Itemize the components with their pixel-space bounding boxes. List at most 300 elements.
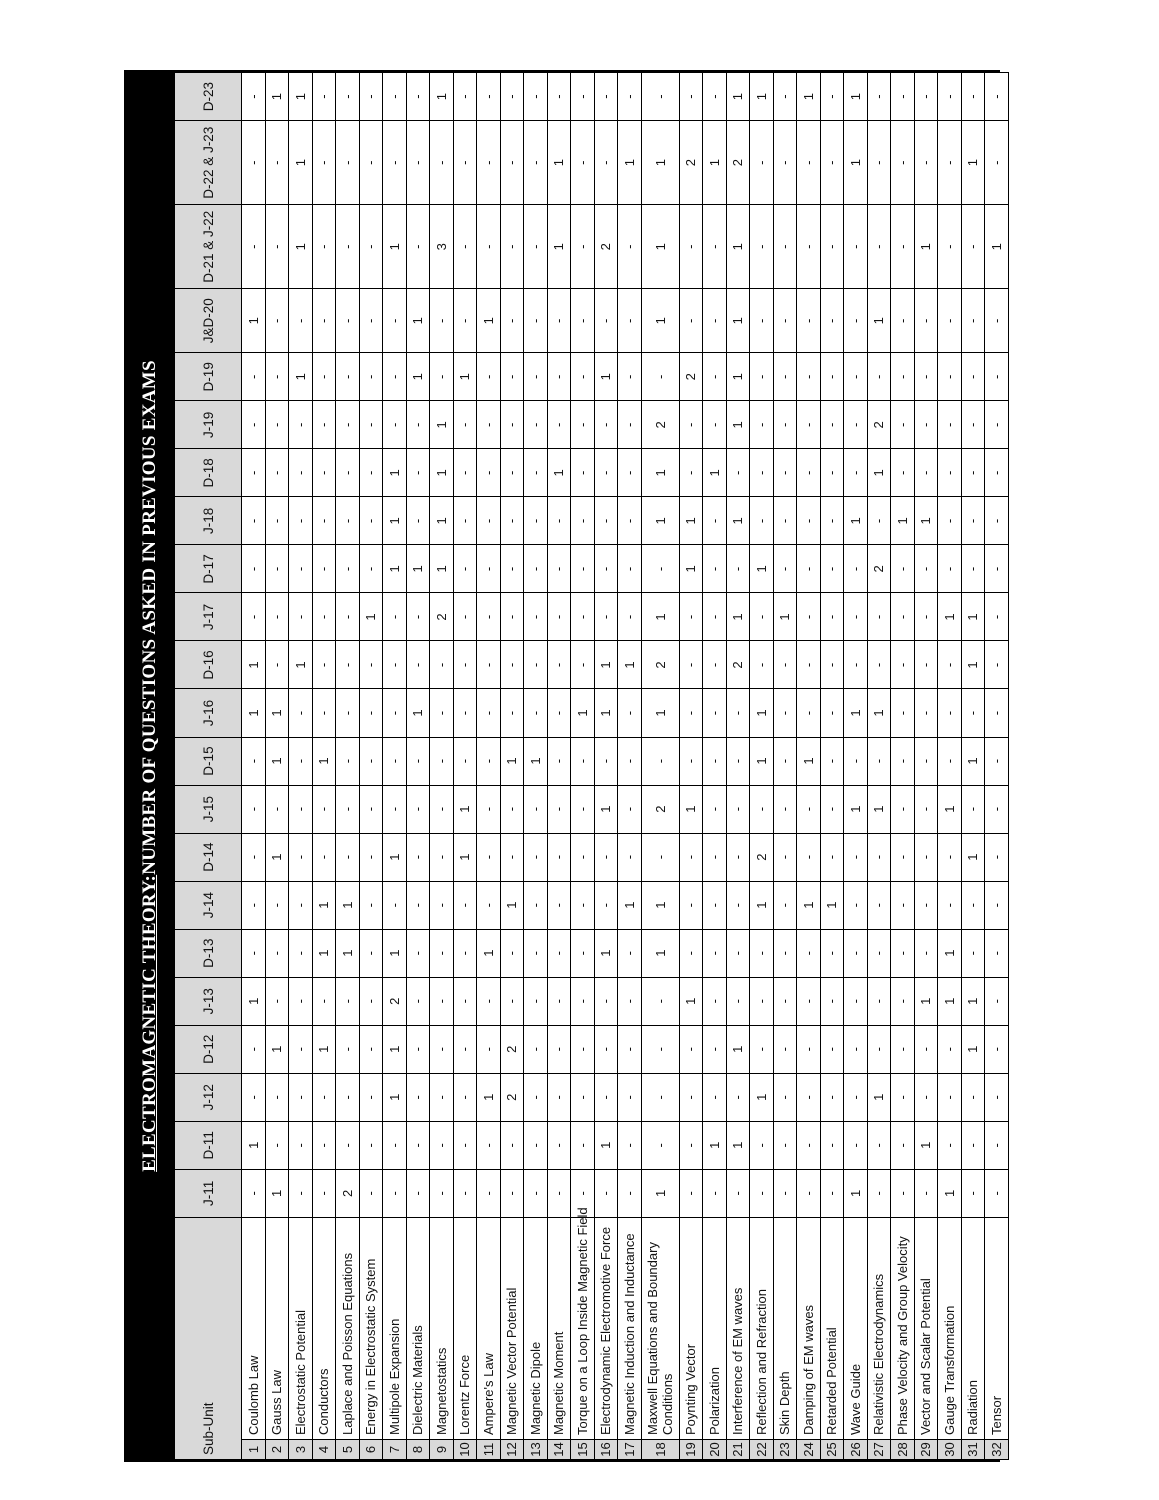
- question-count-cell: 1: [961, 641, 985, 689]
- question-count-cell: -: [703, 73, 727, 121]
- column-header: D-11: [175, 1121, 242, 1169]
- row-number: 25: [820, 1440, 844, 1460]
- question-count-cell: -: [453, 205, 477, 289]
- row-number: 29: [914, 1440, 938, 1460]
- question-count-cell: -: [797, 353, 821, 401]
- question-count-cell: -: [336, 497, 360, 545]
- question-count-cell: -: [938, 353, 962, 401]
- question-count-cell: -: [618, 833, 642, 881]
- row-number: 27: [867, 1440, 891, 1460]
- subunit-name: Gauge Transformation: [938, 1217, 962, 1439]
- question-count-cell: -: [477, 833, 501, 881]
- question-count-cell: -: [336, 1025, 360, 1073]
- question-count-cell: 1: [961, 593, 985, 641]
- question-count-cell: -: [891, 289, 915, 353]
- question-count-cell: -: [867, 353, 891, 401]
- question-count-cell: -: [641, 1073, 679, 1121]
- question-count-cell: 1: [265, 689, 289, 737]
- question-count-cell: -: [914, 737, 938, 785]
- question-count-cell: -: [961, 401, 985, 449]
- question-count-cell: -: [679, 289, 703, 353]
- subunit-name: Magnetostatics: [430, 1217, 454, 1439]
- question-count-cell: -: [750, 205, 774, 289]
- question-count-cell: -: [618, 545, 642, 593]
- question-count-cell: -: [571, 977, 595, 1025]
- question-count-cell: 1: [703, 449, 727, 497]
- question-count-cell: -: [359, 977, 383, 1025]
- row-number: 13: [524, 1440, 548, 1460]
- question-count-cell: -: [430, 1121, 454, 1169]
- question-count-cell: -: [547, 737, 571, 785]
- question-count-cell: -: [914, 73, 938, 121]
- question-count-cell: -: [961, 689, 985, 737]
- question-count-cell: -: [547, 353, 571, 401]
- table-row: [477, 73, 501, 1460]
- question-count-cell: -: [820, 785, 844, 833]
- row-number: 22: [750, 1440, 774, 1460]
- question-count-cell: 1: [726, 205, 750, 289]
- column-header: D-17: [175, 545, 242, 593]
- question-count-cell: -: [820, 73, 844, 121]
- question-count-cell: -: [571, 785, 595, 833]
- row-number: 6: [359, 1440, 383, 1460]
- question-count-cell: -: [773, 1073, 797, 1121]
- question-count-cell: 1: [289, 641, 313, 689]
- question-count-cell: 1: [430, 401, 454, 449]
- question-count-cell: -: [594, 833, 618, 881]
- question-count-cell: -: [242, 593, 266, 641]
- question-count-cell: 1: [641, 121, 679, 205]
- question-count-cell: -: [773, 449, 797, 497]
- question-count-cell: -: [453, 641, 477, 689]
- question-count-cell: -: [500, 449, 524, 497]
- question-count-cell: 1: [383, 929, 407, 977]
- question-count-cell: -: [571, 1073, 595, 1121]
- column-header: J-19: [175, 401, 242, 449]
- subunit-name: Conductors: [312, 1217, 336, 1439]
- subunit-name: Polarization: [703, 1217, 727, 1439]
- question-count-cell: -: [797, 593, 821, 641]
- question-count-cell: -: [750, 353, 774, 401]
- question-count-cell: 1: [265, 737, 289, 785]
- column-header: D-21 & J-22: [175, 205, 242, 289]
- question-count-cell: 1: [383, 1073, 407, 1121]
- question-count-cell: -: [641, 833, 679, 881]
- question-count-cell: -: [242, 1025, 266, 1073]
- question-count-cell: -: [359, 929, 383, 977]
- question-count-cell: -: [773, 545, 797, 593]
- question-count-cell: 1: [289, 73, 313, 121]
- question-count-cell: 1: [797, 881, 821, 929]
- question-count-cell: 1: [547, 121, 571, 205]
- subunit-name: Maxwell Equations and Boundary Conditions: [641, 1217, 679, 1439]
- question-count-cell: -: [726, 737, 750, 785]
- question-count-cell: -: [938, 121, 962, 205]
- question-count-cell: -: [750, 977, 774, 1025]
- question-count-cell: -: [242, 881, 266, 929]
- question-count-cell: -: [524, 205, 548, 289]
- question-count-cell: -: [961, 1169, 985, 1217]
- question-count-cell: -: [773, 785, 797, 833]
- question-count-cell: 1: [914, 1121, 938, 1169]
- column-header: D-22 & J-23: [175, 121, 242, 205]
- question-count-cell: 1: [726, 1121, 750, 1169]
- question-count-cell: -: [773, 289, 797, 353]
- question-count-cell: 1: [844, 497, 868, 545]
- subunit-name: Lorentz Force: [453, 1217, 477, 1439]
- question-count-cell: -: [594, 1025, 618, 1073]
- question-count-cell: -: [618, 205, 642, 289]
- question-count-cell: -: [797, 401, 821, 449]
- question-count-cell: 1: [453, 353, 477, 401]
- question-count-cell: -: [938, 689, 962, 737]
- question-count-cell: 1: [242, 977, 266, 1025]
- question-count-cell: -: [618, 977, 642, 1025]
- question-count-cell: -: [773, 1121, 797, 1169]
- question-count-cell: -: [750, 401, 774, 449]
- column-header: J-17: [175, 593, 242, 641]
- question-count-cell: 1: [726, 497, 750, 545]
- question-count-cell: -: [477, 1025, 501, 1073]
- question-count-cell: 1: [985, 205, 1009, 289]
- question-count-cell: -: [453, 1073, 477, 1121]
- subunit-name: Wave Guide: [844, 1217, 868, 1439]
- question-count-cell: -: [820, 929, 844, 977]
- question-count-cell: -: [820, 641, 844, 689]
- question-count-cell: 2: [641, 401, 679, 449]
- question-count-cell: -: [844, 593, 868, 641]
- question-count-cell: -: [703, 737, 727, 785]
- question-count-cell: -: [844, 977, 868, 1025]
- question-count-cell: -: [938, 1073, 962, 1121]
- question-count-cell: -: [750, 449, 774, 497]
- question-count-cell: 2: [641, 785, 679, 833]
- question-count-cell: 1: [641, 1169, 679, 1217]
- question-count-cell: -: [797, 833, 821, 881]
- question-count-cell: -: [844, 929, 868, 977]
- table-row: [618, 73, 642, 1460]
- question-count-cell: -: [477, 205, 501, 289]
- question-count-cell: -: [797, 497, 821, 545]
- question-count-cell: -: [891, 1073, 915, 1121]
- question-count-cell: -: [594, 497, 618, 545]
- question-count-cell: -: [750, 497, 774, 545]
- question-count-cell: -: [453, 121, 477, 205]
- question-count-cell: -: [547, 1073, 571, 1121]
- subunit-name: Electrodynamic Electromotive Force: [594, 1217, 618, 1439]
- subunit-name: Magnetic Vector Potential: [500, 1217, 524, 1439]
- question-count-cell: -: [312, 289, 336, 353]
- question-count-cell: 1: [726, 289, 750, 353]
- question-count-cell: -: [289, 689, 313, 737]
- question-count-cell: -: [265, 449, 289, 497]
- question-count-cell: -: [867, 497, 891, 545]
- question-count-cell: -: [891, 977, 915, 1025]
- question-count-cell: -: [336, 737, 360, 785]
- question-count-cell: -: [594, 289, 618, 353]
- column-header: J-18: [175, 497, 242, 545]
- question-count-cell: -: [500, 289, 524, 353]
- question-count-cell: -: [618, 737, 642, 785]
- table-row: [844, 73, 868, 1460]
- question-count-cell: -: [477, 545, 501, 593]
- question-count-cell: 1: [242, 1121, 266, 1169]
- question-count-cell: -: [961, 1121, 985, 1169]
- question-count-cell: 1: [726, 593, 750, 641]
- question-count-cell: -: [336, 121, 360, 205]
- question-count-cell: -: [547, 593, 571, 641]
- question-count-cell: -: [406, 929, 430, 977]
- question-count-cell: -: [453, 1025, 477, 1073]
- question-count-cell: -: [312, 1073, 336, 1121]
- question-count-cell: -: [867, 929, 891, 977]
- question-count-cell: 1: [547, 205, 571, 289]
- question-count-cell: -: [618, 929, 642, 977]
- table-row: [961, 73, 985, 1460]
- question-count-cell: -: [406, 785, 430, 833]
- question-count-cell: 1: [867, 289, 891, 353]
- question-count-cell: -: [914, 121, 938, 205]
- question-count-cell: 1: [914, 497, 938, 545]
- question-count-cell: -: [797, 785, 821, 833]
- question-count-cell: 2: [726, 641, 750, 689]
- question-count-cell: -: [359, 121, 383, 205]
- question-count-cell: 1: [594, 689, 618, 737]
- question-count-cell: 1: [312, 881, 336, 929]
- question-count-cell: 1: [336, 929, 360, 977]
- question-count-cell: -: [430, 833, 454, 881]
- question-count-cell: -: [312, 1169, 336, 1217]
- question-count-cell: -: [703, 593, 727, 641]
- question-count-cell: -: [773, 497, 797, 545]
- question-count-cell: -: [773, 977, 797, 1025]
- question-count-cell: -: [750, 785, 774, 833]
- question-count-cell: -: [500, 593, 524, 641]
- question-count-cell: -: [961, 881, 985, 929]
- question-count-cell: -: [891, 689, 915, 737]
- question-count-cell: -: [914, 289, 938, 353]
- question-count-cell: 1: [242, 641, 266, 689]
- subunit-name: Reflection and Refraction: [750, 1217, 774, 1439]
- question-count-cell: -: [265, 353, 289, 401]
- question-count-cell: 2: [594, 205, 618, 289]
- question-count-cell: 1: [726, 353, 750, 401]
- question-count-cell: -: [524, 881, 548, 929]
- question-count-cell: -: [641, 353, 679, 401]
- question-count-cell: -: [618, 1025, 642, 1073]
- question-count-cell: -: [359, 689, 383, 737]
- question-count-cell: -: [703, 881, 727, 929]
- question-count-cell: -: [679, 1169, 703, 1217]
- question-count-cell: -: [844, 737, 868, 785]
- question-count-cell: 1: [312, 737, 336, 785]
- question-count-cell: -: [867, 1169, 891, 1217]
- question-count-cell: 1: [867, 449, 891, 497]
- question-count-cell: -: [336, 641, 360, 689]
- question-count-cell: 1: [265, 1169, 289, 1217]
- question-count-cell: -: [359, 1169, 383, 1217]
- question-count-cell: -: [477, 121, 501, 205]
- question-count-cell: -: [594, 1169, 618, 1217]
- subunit-name: Relativistic Electrodynamics: [867, 1217, 891, 1439]
- question-count-cell: -: [524, 785, 548, 833]
- question-count-cell: -: [289, 449, 313, 497]
- question-count-cell: -: [406, 401, 430, 449]
- question-count-cell: -: [406, 881, 430, 929]
- question-count-cell: -: [406, 977, 430, 1025]
- question-count-cell: 2: [726, 121, 750, 205]
- question-count-cell: -: [477, 641, 501, 689]
- question-count-cell: -: [844, 1073, 868, 1121]
- question-count-cell: -: [242, 121, 266, 205]
- question-count-cell: -: [938, 289, 962, 353]
- question-count-cell: -: [289, 785, 313, 833]
- question-count-cell: -: [867, 641, 891, 689]
- question-count-cell: -: [242, 205, 266, 289]
- subunit-name: Gauss Law: [265, 1217, 289, 1439]
- question-count-cell: 1: [867, 1073, 891, 1121]
- question-count-cell: -: [524, 929, 548, 977]
- question-count-cell: -: [891, 1169, 915, 1217]
- question-count-cell: 1: [383, 833, 407, 881]
- question-count-cell: -: [844, 1121, 868, 1169]
- question-count-cell: -: [265, 977, 289, 1025]
- question-count-cell: -: [265, 121, 289, 205]
- question-count-cell: 1: [844, 689, 868, 737]
- question-count-cell: -: [359, 545, 383, 593]
- row-number: 5: [336, 1440, 360, 1460]
- question-count-cell: -: [359, 833, 383, 881]
- question-count-cell: 1: [750, 545, 774, 593]
- question-count-cell: 1: [594, 1121, 618, 1169]
- table-row: [750, 73, 774, 1460]
- question-count-cell: -: [703, 401, 727, 449]
- column-header: D-15: [175, 737, 242, 785]
- question-count-cell: -: [985, 497, 1009, 545]
- question-count-cell: -: [406, 833, 430, 881]
- question-count-cell: -: [500, 205, 524, 289]
- page-title: [126, 72, 174, 1460]
- question-count-cell: -: [961, 449, 985, 497]
- question-count-cell: -: [359, 497, 383, 545]
- question-count-cell: -: [524, 977, 548, 1025]
- question-count-cell: 1: [477, 929, 501, 977]
- question-count-cell: 1: [594, 785, 618, 833]
- question-count-cell: -: [726, 785, 750, 833]
- question-count-cell: -: [571, 929, 595, 977]
- question-count-cell: 1: [594, 929, 618, 977]
- question-count-cell: -: [571, 1025, 595, 1073]
- question-count-cell: -: [289, 401, 313, 449]
- question-count-cell: -: [773, 833, 797, 881]
- question-count-cell: -: [406, 73, 430, 121]
- question-count-cell: -: [453, 1121, 477, 1169]
- question-count-cell: -: [524, 289, 548, 353]
- question-count-cell: -: [961, 289, 985, 353]
- question-count-cell: -: [938, 401, 962, 449]
- question-count-cell: 2: [679, 353, 703, 401]
- question-count-cell: -: [242, 497, 266, 545]
- question-count-cell: 1: [641, 929, 679, 977]
- question-count-cell: -: [453, 401, 477, 449]
- question-count-cell: -: [336, 785, 360, 833]
- question-count-cell: -: [726, 545, 750, 593]
- question-count-cell: -: [571, 881, 595, 929]
- question-count-cell: -: [242, 545, 266, 593]
- question-count-cell: -: [750, 1169, 774, 1217]
- question-count-cell: -: [594, 737, 618, 785]
- subunit-name: Magnetic Moment: [547, 1217, 571, 1439]
- question-count-cell: 1: [867, 785, 891, 833]
- column-header: D-16: [175, 641, 242, 689]
- question-count-cell: -: [773, 1025, 797, 1073]
- question-count-cell: -: [524, 641, 548, 689]
- question-count-cell: -: [242, 73, 266, 121]
- question-count-cell: 2: [383, 977, 407, 1025]
- question-count-cell: -: [985, 929, 1009, 977]
- table-row: [797, 73, 821, 1460]
- question-count-cell: -: [703, 641, 727, 689]
- question-count-cell: 1: [679, 785, 703, 833]
- question-count-cell: -: [547, 641, 571, 689]
- question-count-cell: -: [430, 785, 454, 833]
- question-count-cell: -: [336, 289, 360, 353]
- question-count-cell: -: [594, 1073, 618, 1121]
- question-count-cell: -: [703, 929, 727, 977]
- question-count-cell: -: [312, 497, 336, 545]
- question-count-cell: 1: [430, 449, 454, 497]
- question-count-cell: -: [844, 289, 868, 353]
- question-count-cell: -: [726, 881, 750, 929]
- question-count-cell: -: [618, 449, 642, 497]
- column-header: D-23: [175, 73, 242, 121]
- question-count-cell: 1: [641, 593, 679, 641]
- question-count-cell: -: [524, 1121, 548, 1169]
- question-count-cell: -: [265, 1121, 289, 1169]
- question-count-cell: -: [703, 205, 727, 289]
- question-count-cell: 1: [679, 977, 703, 1025]
- question-count-cell: -: [571, 545, 595, 593]
- question-count-cell: -: [891, 121, 915, 205]
- question-count-cell: -: [453, 449, 477, 497]
- question-count-cell: 1: [750, 689, 774, 737]
- question-count-cell: -: [242, 737, 266, 785]
- question-count-cell: -: [524, 1025, 548, 1073]
- question-count-cell: -: [312, 641, 336, 689]
- question-count-cell: -: [359, 785, 383, 833]
- question-count-cell: -: [679, 833, 703, 881]
- question-count-cell: -: [430, 881, 454, 929]
- question-count-cell: -: [891, 593, 915, 641]
- question-count-cell: -: [750, 641, 774, 689]
- question-count-cell: -: [359, 353, 383, 401]
- question-count-cell: -: [938, 449, 962, 497]
- question-count-cell: 1: [641, 289, 679, 353]
- question-count-cell: -: [383, 121, 407, 205]
- question-count-cell: -: [985, 689, 1009, 737]
- table-row: [359, 73, 383, 1460]
- question-count-cell: -: [336, 689, 360, 737]
- question-count-cell: -: [797, 641, 821, 689]
- question-count-cell: -: [679, 1025, 703, 1073]
- question-count-cell: -: [336, 1121, 360, 1169]
- question-count-cell: -: [242, 449, 266, 497]
- question-count-cell: -: [524, 1169, 548, 1217]
- question-count-cell: 1: [383, 205, 407, 289]
- question-count-cell: -: [750, 1025, 774, 1073]
- question-count-cell: -: [406, 737, 430, 785]
- question-count-cell: -: [914, 785, 938, 833]
